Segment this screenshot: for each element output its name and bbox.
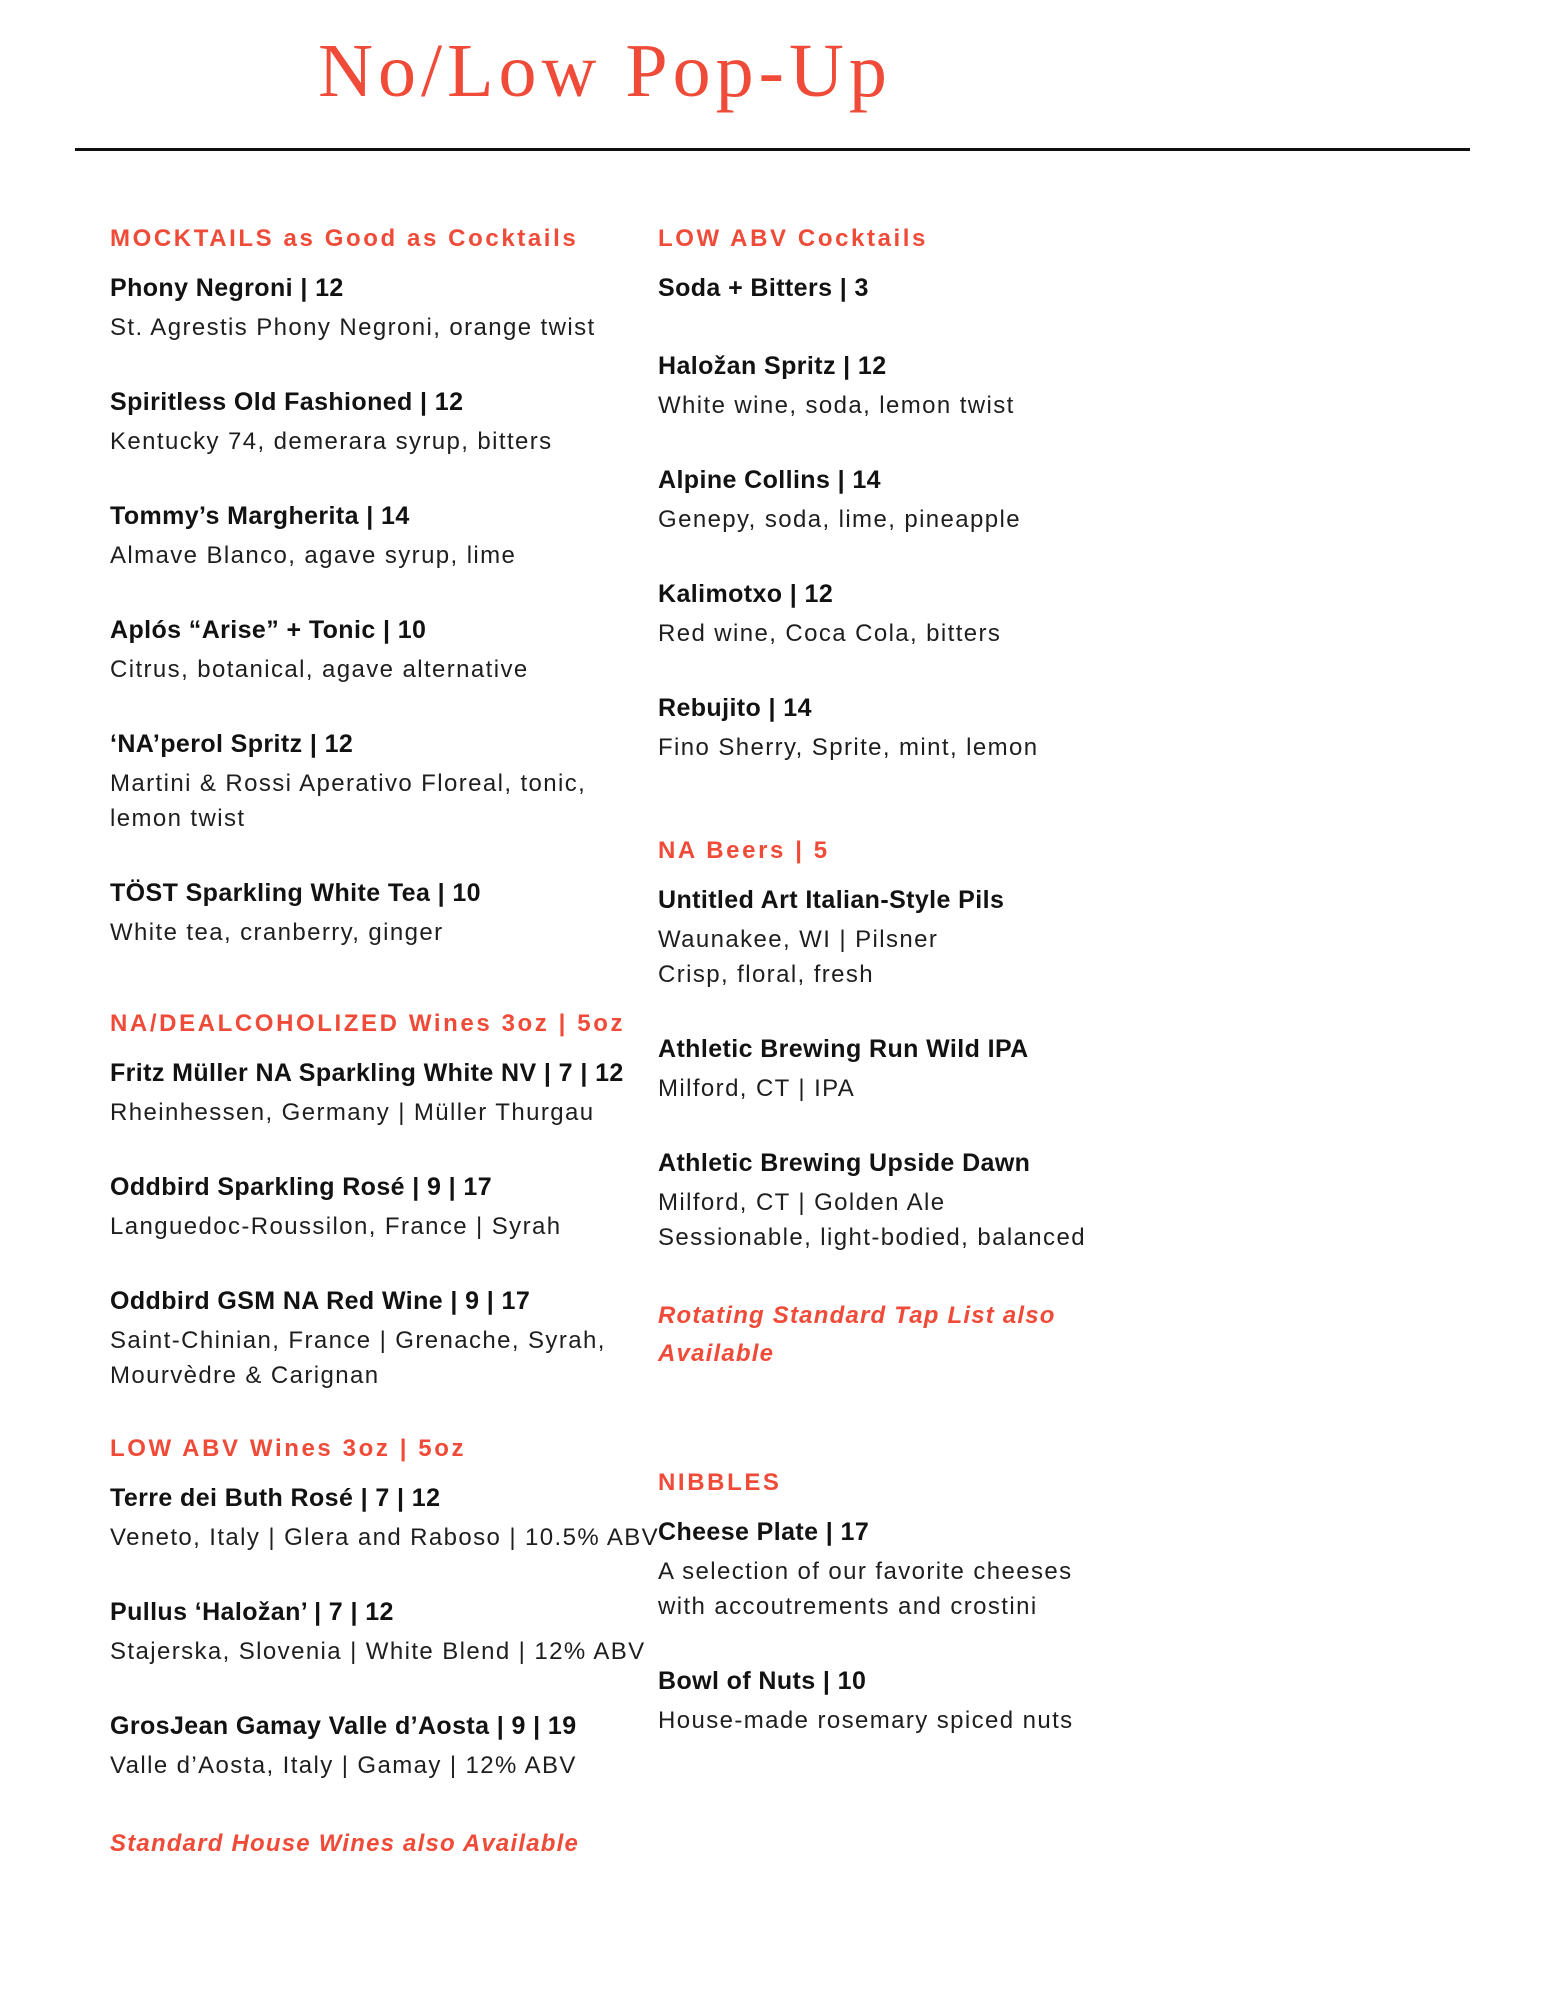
item-description: with accoutrements and crostini (658, 1593, 1038, 1620)
section-header: MOCKTAILS as Good as Cocktails (110, 225, 579, 252)
menu-item (658, 693, 1138, 765)
menu-item (110, 878, 658, 950)
item-description: Milford, CT | IPA (658, 1075, 856, 1102)
item-name: TÖST Sparkling White Tea | 10 (110, 879, 481, 907)
menu-item (110, 273, 658, 345)
item-name: Terre dei Buth Rosé | 7 | 12 (110, 1484, 441, 1512)
menu-item (658, 273, 1138, 303)
item-description: Fino Sherry, Sprite, mint, lemon (658, 734, 1039, 761)
item-name: Athletic Brewing Run Wild IPA (658, 1035, 1029, 1063)
item-description: Crisp, floral, fresh (658, 961, 875, 988)
item-name: Bowl of Nuts | 10 (658, 1667, 867, 1695)
item-description: Languedoc-Roussilon, France | Syrah (110, 1213, 562, 1240)
item-name: Aplós “Arise” + Tonic | 10 (110, 616, 427, 644)
menu-item (658, 885, 1138, 992)
item-name: Athletic Brewing Upside Dawn (658, 1149, 1031, 1177)
item-description: Waunakee, WI | Pilsner (658, 926, 939, 953)
menu-column-right (658, 225, 1138, 1863)
menu-item (110, 501, 658, 573)
item-description: White tea, cranberry, ginger (110, 919, 444, 946)
item-description: Red wine, Coca Cola, bitters (658, 620, 1002, 647)
menu-item (110, 1597, 658, 1669)
item-description: A selection of our favorite cheeses (658, 1558, 1073, 1585)
item-description: Saint-Chinian, France | Grenache, Syrah, (110, 1327, 606, 1354)
item-description: House-made rosemary spiced nuts (658, 1707, 1074, 1734)
item-name: GrosJean Gamay Valle d’Aosta | 9 | 19 (110, 1712, 577, 1740)
section-note (658, 1297, 1138, 1373)
menu-item (110, 1058, 658, 1130)
menu-item (110, 387, 658, 459)
item-description: White wine, soda, lemon twist (658, 392, 1015, 419)
item-name: Kalimotxo | 12 (658, 580, 834, 608)
menu-item (110, 1286, 658, 1393)
menu-section (658, 1469, 1138, 1738)
section-note-line: Rotating Standard Tap List also (658, 1302, 1056, 1329)
title-divider (75, 148, 1470, 151)
section-note-line: Standard House Wines also Available (110, 1830, 580, 1857)
menu-item (658, 579, 1138, 651)
item-description: Almave Blanco, agave syrup, lime (110, 542, 517, 569)
section-header: NIBBLES (658, 1469, 782, 1496)
menu-section (658, 837, 1138, 1373)
item-name: Rebujito | 14 (658, 694, 812, 722)
menu-item (658, 351, 1138, 423)
item-description: lemon twist (110, 805, 246, 832)
item-description: Kentucky 74, demerara syrup, bitters (110, 428, 553, 455)
item-name: Spiritless Old Fashioned | 12 (110, 388, 464, 416)
section-note-line: Available (658, 1340, 775, 1367)
item-description: Citrus, botanical, agave alternative (110, 656, 529, 683)
item-name: Phony Negroni | 12 (110, 274, 344, 302)
menu-item (110, 1711, 658, 1783)
item-name: Tommy’s Margherita | 14 (110, 502, 410, 530)
item-description: St. Agrestis Phony Negroni, orange twist (110, 314, 596, 341)
section-note (110, 1825, 658, 1863)
item-name: Oddbird GSM NA Red Wine | 9 | 17 (110, 1287, 531, 1315)
item-name: Alpine Collins | 14 (658, 466, 881, 494)
item-name: Pullus ‘Haložan’ | 7 | 12 (110, 1598, 394, 1626)
section-header: LOW ABV Wines 3oz | 5oz (110, 1435, 467, 1462)
item-description: Genepy, soda, lime, pineapple (658, 506, 1022, 533)
item-description: Valle d’Aosta, Italy | Gamay | 12% ABV (110, 1752, 577, 1779)
item-name: Untitled Art Italian-Style Pils (658, 886, 1005, 914)
item-name: Soda + Bitters | 3 (658, 274, 869, 302)
menu-section (110, 1435, 658, 1863)
item-description: Rheinhessen, Germany | Müller Thurgau (110, 1099, 595, 1126)
page-title: No/Low Pop-Up (318, 29, 892, 113)
menu-section (110, 1010, 658, 1393)
section-header: NA Beers | 5 (658, 837, 830, 864)
item-name: Oddbird Sparkling Rosé | 9 | 17 (110, 1173, 493, 1201)
section-header: NA/DEALCOHOLIZED Wines 3oz | 5oz (110, 1010, 626, 1037)
item-name: Haložan Spritz | 12 (658, 352, 887, 380)
item-description: Martini & Rossi Aperativo Floreal, tonic, (110, 770, 587, 797)
menu-column-left (110, 225, 658, 1863)
menu-item (658, 1034, 1138, 1106)
menu-item (110, 1172, 658, 1244)
menu-section (110, 225, 658, 950)
section-header: LOW ABV Cocktails (658, 225, 929, 252)
menu-item (110, 1483, 658, 1555)
menu-item (658, 1517, 1138, 1624)
menu-item (110, 729, 658, 836)
item-description: Veneto, Italy | Glera and Raboso | 10.5% ABV (110, 1524, 660, 1551)
item-description: Milford, CT | Golden Ale (658, 1189, 946, 1216)
item-description: Stajerska, Slovenia | White Blend | 12% ABV (110, 1638, 646, 1665)
item-description: Sessionable, light-bodied, balanced (658, 1224, 1086, 1251)
menu-item (658, 1666, 1138, 1738)
menu-item (658, 1148, 1138, 1255)
menu-item (658, 465, 1138, 537)
item-name: ‘NA’perol Spritz | 12 (110, 730, 354, 758)
item-name: Cheese Plate | 17 (658, 1518, 870, 1546)
item-name: Fritz Müller NA Sparkling White NV | 7 | 12 (110, 1059, 624, 1087)
menu-columns (110, 225, 1138, 1863)
menu-item (110, 615, 658, 687)
item-description: Mourvèdre & Carignan (110, 1362, 380, 1389)
menu-section (658, 225, 1138, 765)
